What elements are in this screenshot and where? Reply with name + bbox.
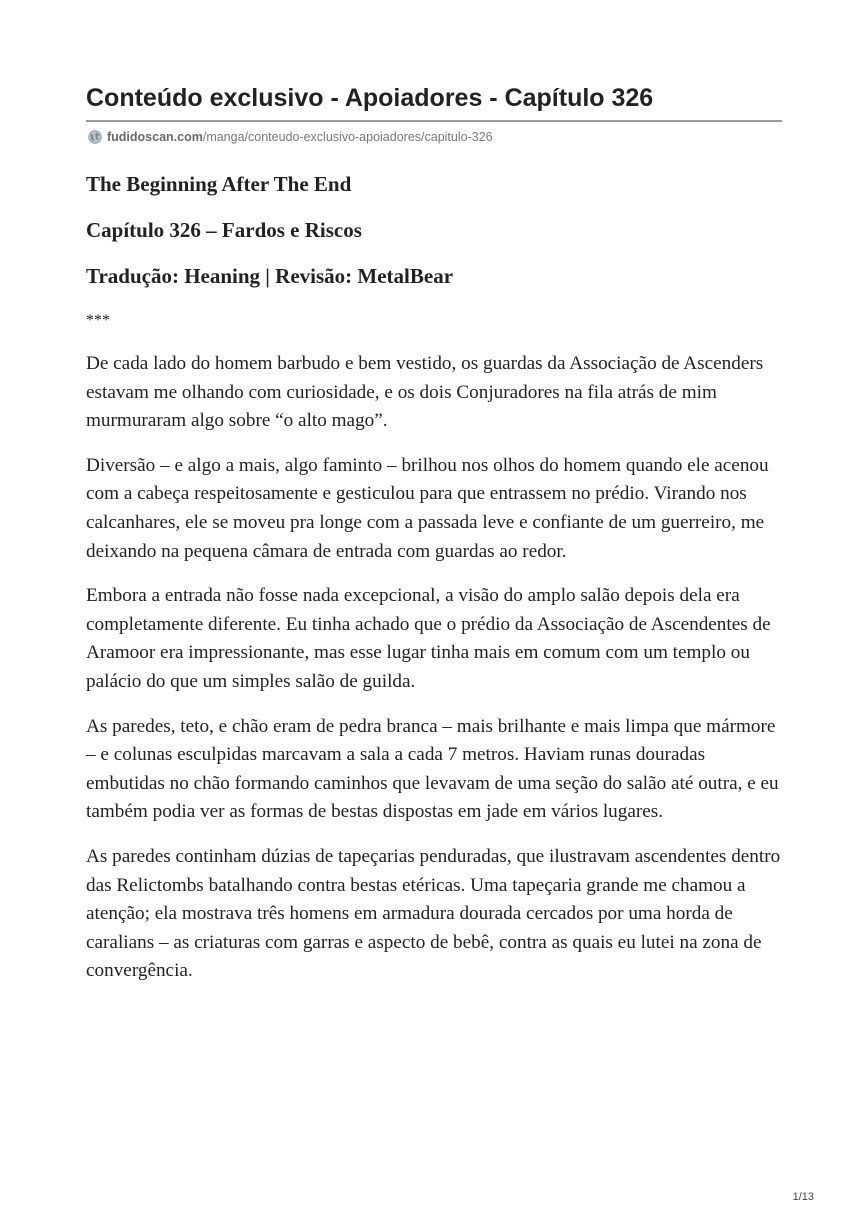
series-title: The Beginning After The End xyxy=(86,172,352,196)
page-title: Conteúdo exclusivo - Apoiadores - Capítulo 326 xyxy=(86,84,654,112)
article-body xyxy=(86,170,786,1002)
paragraph: De cada lado do homem barbudo e bem vestido, os guardas da Associação de Ascenders estavam me olhando com curiosidade, e os dois Conjuradores na fila atrás de mim murmuraram algo sobre “o alto mago”. xyxy=(86,353,764,432)
chapter-title: Capítulo 326 – Fardos e Riscos xyxy=(86,218,362,242)
source-path[interactable]: /manga/conteudo-exclusivo-apoiadores/capitulo-326 xyxy=(202,130,493,144)
paragraph: Embora a entrada não fosse nada excepcional, a visão do amplo salão depois dela era completamente diferente. Eu tinha achado que o prédio da Associação de Ascendentes de Aramoor era impressionante, mas esse lugar tinha mais em comum com um templo ou palácio do que um simples salão de guilda. xyxy=(86,585,771,692)
credits-line: Tradução: Heaning | Revisão: MetalBear xyxy=(86,264,454,288)
globe-icon xyxy=(88,130,102,144)
section-separator: *** xyxy=(86,312,110,329)
page-number: 1/13 xyxy=(792,1191,814,1203)
paragraph: Diversão – e algo a mais, algo faminto – brilhou nos olhos do homem quando ele acenou com a cabeça respeitosamente e gesticulou para que entrassem no prédio. Virando nos calcanhares, ele se moveu pra longe com a passada leve e confiante de um guerreiro, me deixando na pequena câmara de entrada com guardas ao redor. xyxy=(86,454,769,562)
paragraph: As paredes continham dúzias de tapeçarias penduradas, que ilustravam ascendentes dentro das Relictombs batalhando contra bestas etéricas. Uma tapeçaria grande me chamou a atenção; ela mostrava três homens em armadura dourada cercados por uma horda de caralians – as criaturas com garras e aspecto de bebê, contra as quais eu lutei na zona de convergência. xyxy=(86,845,781,982)
title-divider xyxy=(86,120,782,122)
source-url[interactable] xyxy=(88,128,493,146)
source-domain[interactable]: fudidoscan.com xyxy=(107,130,203,144)
paragraph: As paredes, teto, e chão eram de pedra branca – mais brilhante e mais limpa que mármore – e colunas esculpidas marcavam a sala a cada 7 metros. Haviam runas douradas embutidas no chão formando caminhos que levavam de uma seção do salão até outra, e eu também podia ver as formas de bestas dispostas em jade em vários lugares. xyxy=(86,715,779,823)
